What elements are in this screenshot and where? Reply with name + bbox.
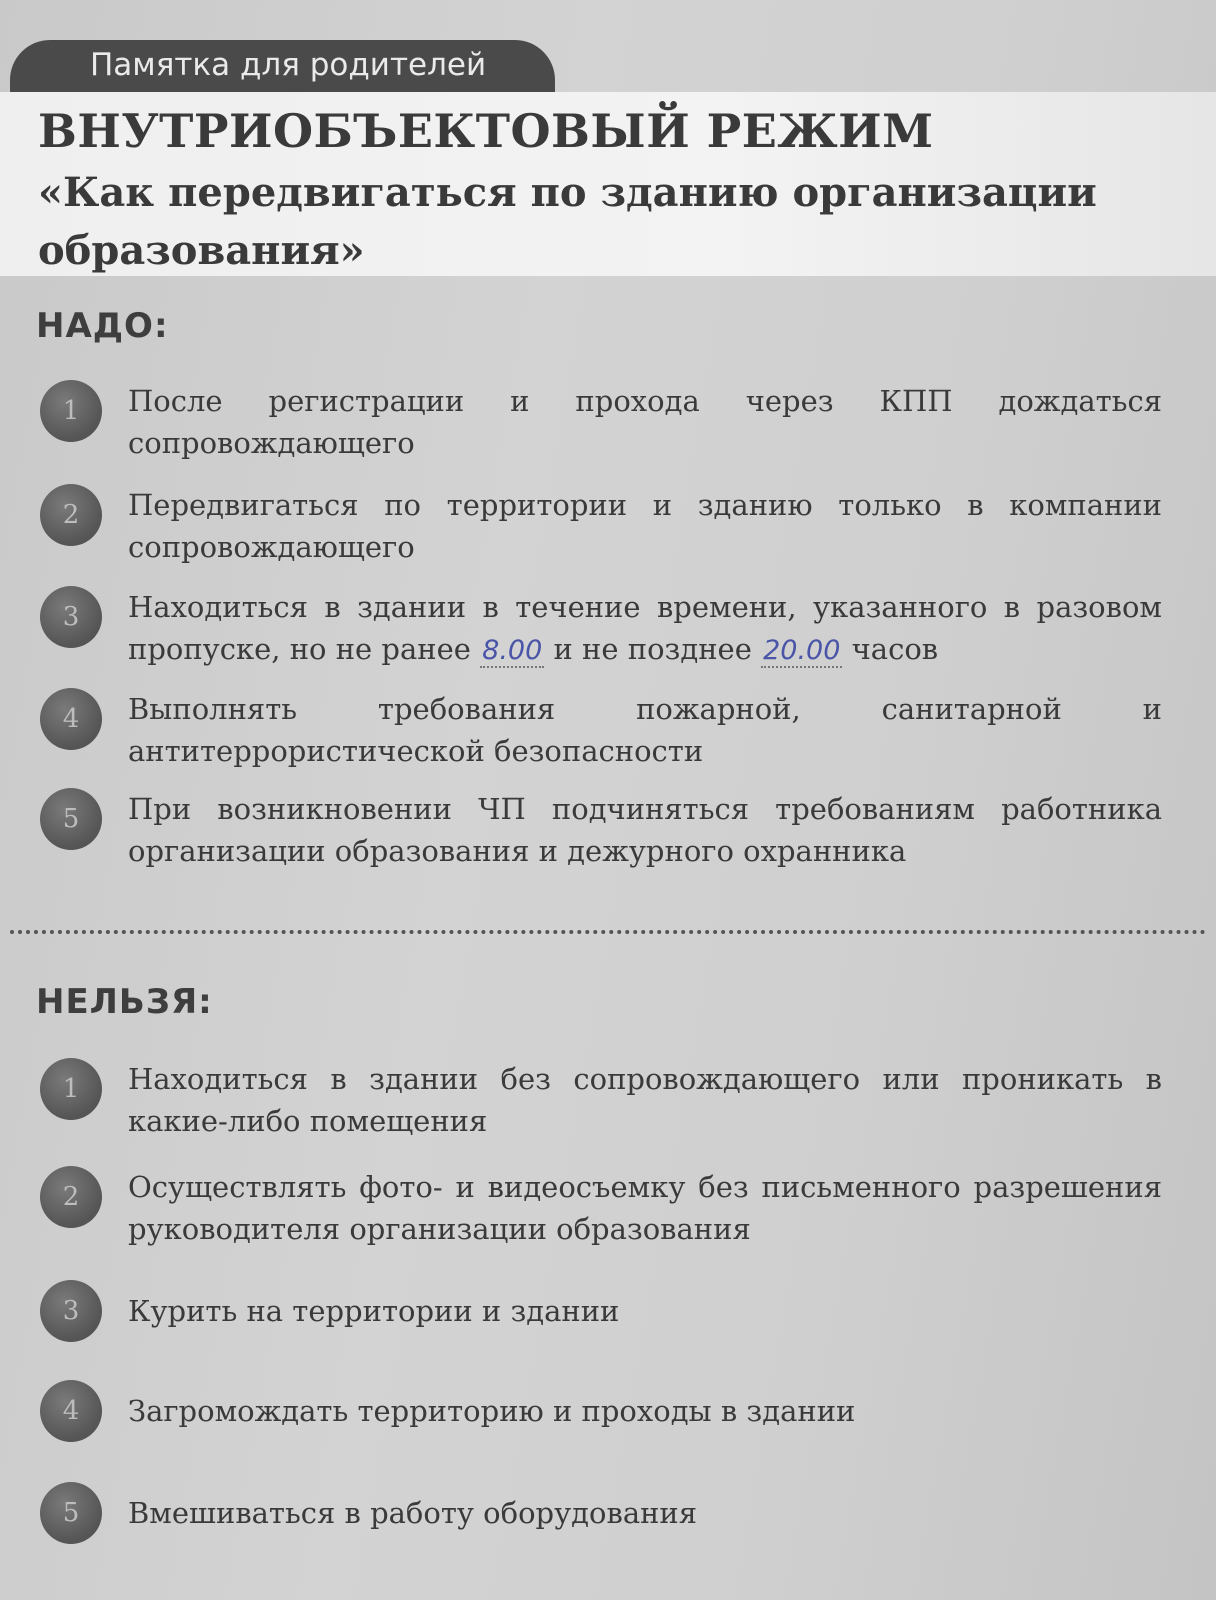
item-text: После регистрации и прохода через КПП дождаться сопровождающего: [128, 384, 1162, 460]
number-badge: 5: [40, 788, 102, 850]
item-text: Загромождать территорию и проходы в здании: [128, 1394, 856, 1428]
nado-heading: НАДО:: [36, 306, 169, 346]
number-badge: 4: [40, 688, 102, 750]
nelzya-heading: НЕЛЬЗЯ:: [36, 982, 213, 1022]
handwritten-time-from: 8.00: [482, 635, 543, 666]
item-text: Передвигаться по территории и зданию только в компании сопровождающего: [128, 488, 1162, 564]
number-badge: 5: [40, 1482, 102, 1544]
number-badge: 2: [40, 484, 102, 546]
number-badge: 1: [40, 380, 102, 442]
number-badge: 3: [40, 1280, 102, 1342]
page-title: ВНУТРИОБЪЕКТОВЫЙ РЕЖИМ: [38, 104, 934, 158]
item-text-part: и не позднее: [553, 632, 752, 666]
number-badge: 1: [40, 1058, 102, 1120]
item-text-part: Находиться в здании в течение времени, указанного в разовом пропуске, но не ранее: [128, 590, 1162, 666]
number-badge: 3: [40, 586, 102, 648]
page-subtitle: «Как передвигаться по зданию организации образования»: [38, 169, 1097, 274]
item-text: Вмешиваться в работу оборудования: [128, 1496, 698, 1530]
item-text: Курить на территории и здании: [128, 1294, 620, 1328]
item-text: При возникновении ЧП подчиняться требованиям работника организации образования и дежурного охранника: [128, 792, 1162, 868]
item-text-part: часов: [851, 632, 939, 666]
section-divider: [10, 930, 1206, 934]
number-badge: 2: [40, 1166, 102, 1228]
number-badge: 4: [40, 1380, 102, 1442]
item-text: Выполнять требования пожарной, санитарной и антитеррористической безопасности: [128, 692, 1162, 768]
handwritten-time-to: 20.00: [763, 635, 841, 666]
item-text: [128, 586, 1162, 672]
item-text: Осуществлять фото- и видеосъемку без письменного разрешения руководителя организации образования: [128, 1170, 1162, 1246]
memo-tab: Памятка для родителей: [10, 40, 555, 92]
item-text: Находиться в здании без сопровождающего или проникать в какие-либо помещения: [128, 1062, 1162, 1138]
